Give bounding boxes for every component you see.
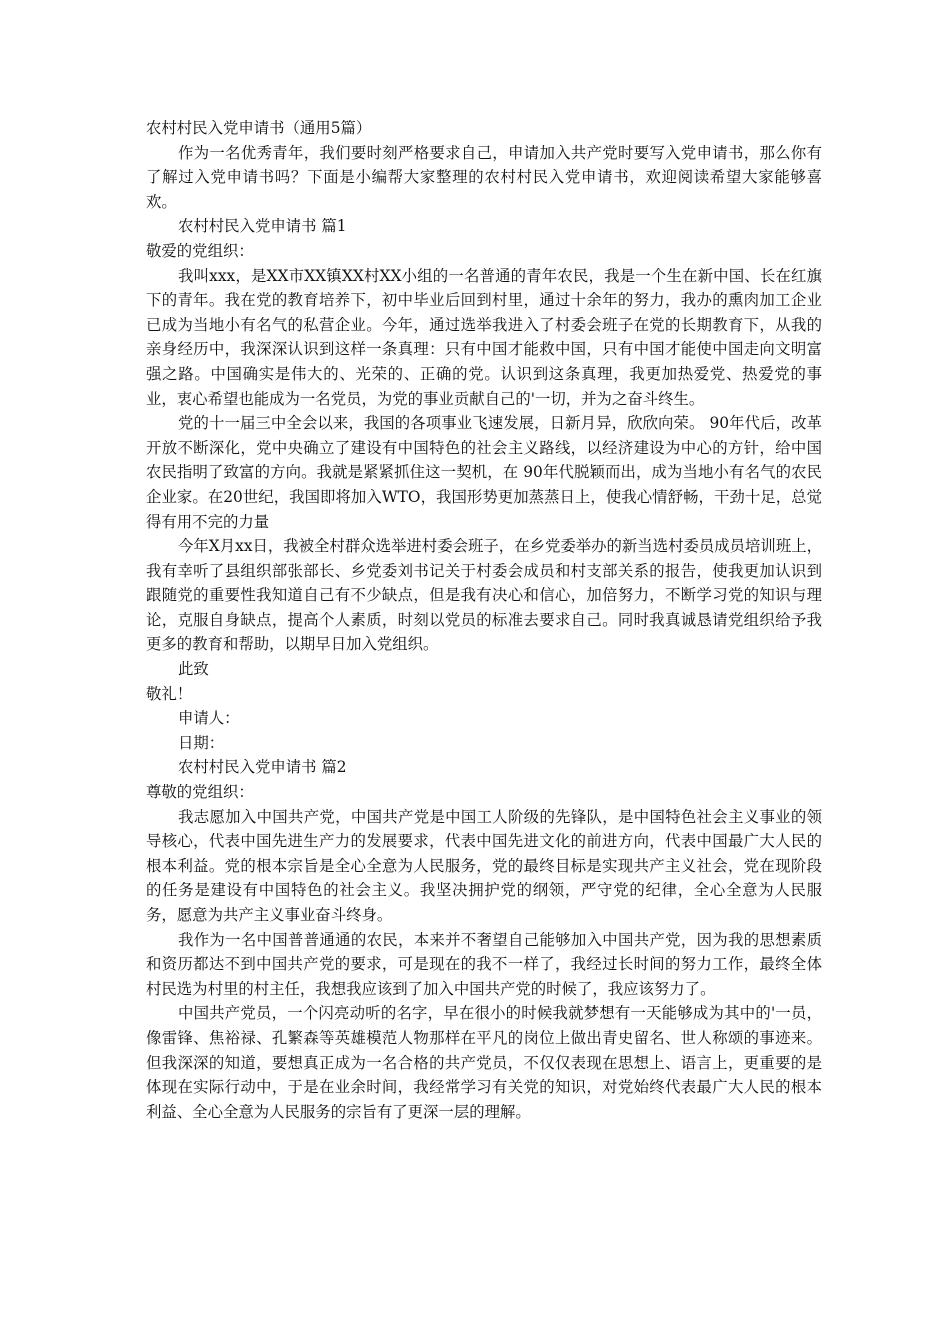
article-1-heading: 农村村民入党申请书 篇1 bbox=[178, 217, 347, 236]
article-2-salutation: 尊敬的党组织： bbox=[146, 783, 254, 802]
article-1-salutation: 敬爱的党组织： bbox=[146, 241, 254, 260]
date-line: 日期： bbox=[178, 733, 225, 752]
closing-ci-zhi: 此致 bbox=[178, 660, 209, 679]
closing-jing-li: 敬礼！ bbox=[146, 684, 193, 703]
article-2-paragraph: 我作为一名中国普普通通的农民，本来并不奢望自己能够加入中国共产党，因为我的思想素质和资历都达不到中国共产党的要求，可是现在的我不一样了，我经过长时间的努力工作，最终全体村民选为村里的村主任，我想我应该到了加入中国共产党的时候了，我应该努力了。 bbox=[146, 930, 822, 998]
article-1-paragraph: 党的十一届三中全会以来，我国的各项事业飞速发展，日新月异，欣欣向荣。 90年代后，改革开放不断深化，党中央确立了建设有中国特色的社会主义路线，以经济建设为中心的方针，给中国农民指明了致富的方向。我就是紧紧抓住这一契机，在 90年代脱颖而出，成为当地小有名气的农民企业家。在20世纪，我国即将加入WTO，我国形势更加蒸蒸日上，使我心情舒畅，干劲十足，总觉得有用不完的力量 bbox=[146, 414, 822, 531]
document-title: 农村村民入党申请书（通用5篇） bbox=[146, 119, 372, 137]
article-1-paragraph: 今年X月xx日，我被全村群众选举进村委会班子，在乡党委举办的新当选村委员成员培训班上，我有幸听了县组织部张部长、乡党委刘书记关于村委会成员和村支部关系的报告，使我更加认识到跟随党的重要性我知道自己有不少缺点，但是我有决心和信心，加倍努力，不断学习党的知识与理论，克服自身缺点，提高个人素质，时刻以党员的标准去要求自己。同时我真诚恳请党组织给予我更多的教育和帮助，以期早日加入党组织。 bbox=[146, 537, 822, 654]
article-2-heading: 农村村民入党申请书 篇2 bbox=[178, 758, 347, 777]
intro-paragraph: 作为一名优秀青年，我们要时刻严格要求自己，申请加入共产党时要写入党申请书，那么你有了解过入党申请书吗？下面是小编帮大家整理的农村村民入党申请书，欢迎阅读希望大家能够喜欢。 bbox=[146, 143, 822, 211]
article-2-paragraph: 我志愿加入中国共产党，中国共产党是中国工人阶级的先锋队，是中国特色社会主义事业的领导核心，代表中国先进生产力的发展要求，代表中国先进文化的前进方向，代表中国最广大人民的根本利益。党的根本宗旨是全心全意为人民服务，党的最终目标是实现共产主义社会，党在现阶段的任务是建设有中国特色的社会主义。我坚决拥护党的纲领，严守党的纪律，全心全意为人民服务，愿意为共产主义事业奋斗终身。 bbox=[146, 807, 822, 924]
article-2-paragraph: 中国共产党员，一个闪亮动听的名字，早在很小的时候我就梦想有一天能够成为其中的'一员，像雷锋、焦裕禄、孔繁森等英雄模范人物那样在平凡的岗位上做出青史留名、世人称颂的事迹来。但我深深的知道，要想真正成为一名合格的共产党员，不仅仅表现在思想上、语言上，更重要的是体现在实际行动中，于是在业余时间，我经常学习有关党的知识，对党始终代表最广大人民的根本利益、全心全意为人民服务的宗旨有了更深一层的理解。 bbox=[146, 1004, 822, 1121]
article-1-paragraph: 我叫xxx，是XX市XX镇XX村XX小组的一名普通的青年农民，我是一个生在新中国、长在红旗下的青年。我在党的教育培养下，初中毕业后回到村里，通过十余年的努力，我办的熏肉加工企业已成为当地小有名气的私营企业。今年，通过选举我进入了村委会班子在党的长期教育下，从我的亲身经历中，我深深认识到这样一条真理：只有中国才能救中国，只有中国才能使中国走向文明富强之路。中国确实是伟大的、光荣的、正确的党。认识到这条真理，我更加热爱党、热爱党的事业，衷心希望也能成为一名党员，为党的事业贡献自己的'一切，并为之奋斗终生。 bbox=[146, 266, 822, 408]
applicant-line: 申请人： bbox=[178, 709, 240, 728]
document-body bbox=[146, 116, 822, 1124]
